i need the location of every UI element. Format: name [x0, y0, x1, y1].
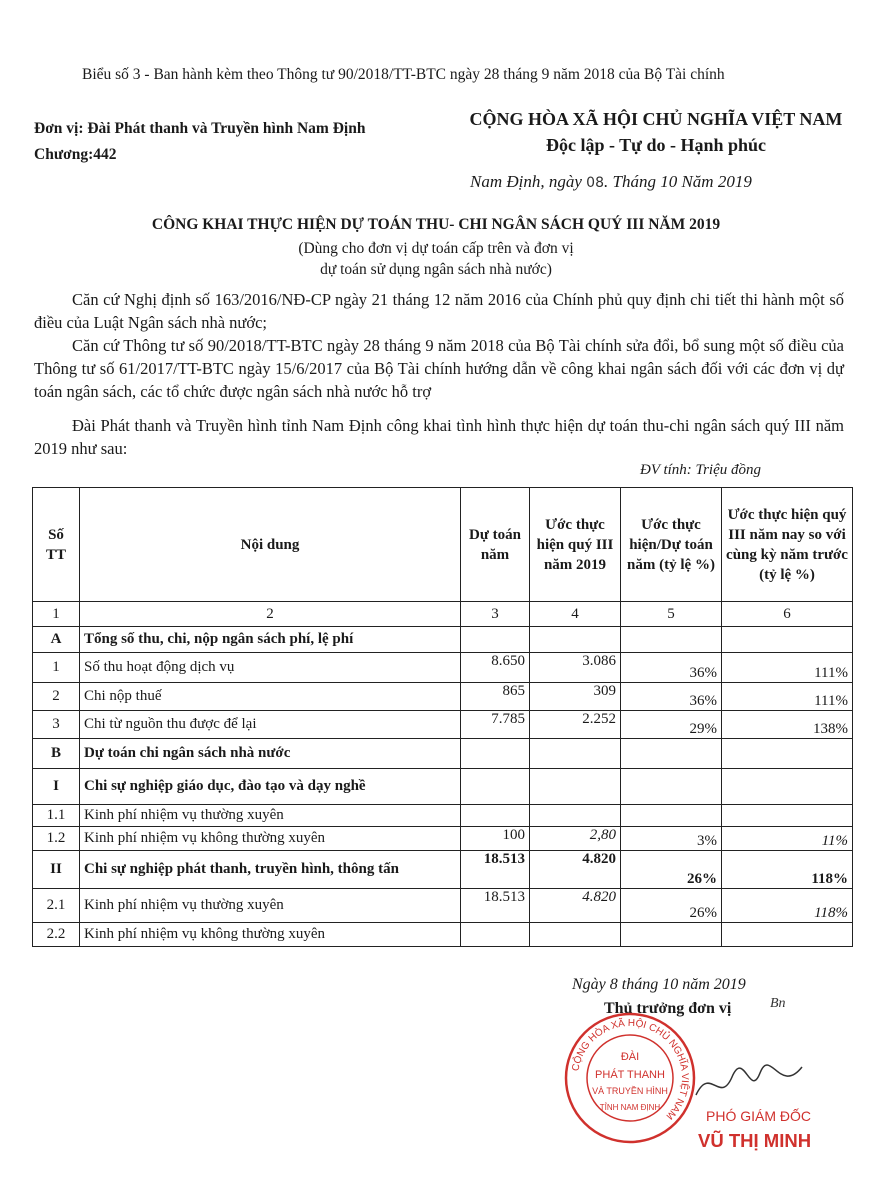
column-number: 3 [461, 602, 530, 627]
row-ratio-prev-cell: 118% [722, 851, 853, 889]
column-number-row [33, 602, 853, 627]
table-row [33, 711, 853, 739]
row-ratio-prev-cell [722, 923, 853, 947]
signature-title: Thủ trưởng đơn vị [604, 1000, 732, 1017]
seal-mid-text: PHÁT THANH [595, 1069, 665, 1081]
table-row [33, 683, 853, 711]
chapter-line: Chương:442 [34, 146, 117, 163]
legal-basis-paragraph-1: Căn cứ Nghị định số 163/2016/NĐ-CP ngày 21 tháng 12 năm 2016 của Chính phủ quy định chi tiết thi hành một số điều của Luật Ngân sách nhà nước; [34, 290, 844, 332]
row-ratio-budget-cell [621, 627, 722, 653]
table-row [33, 769, 853, 805]
date-suffix: . Tháng 10 Năm 2019 [604, 172, 752, 191]
column-number: 6 [722, 602, 853, 627]
row-content-cell: Chi sự nghiệp phát thanh, truyền hình, thông tấn [80, 851, 461, 889]
row-budget-cell: 8.650 [461, 653, 530, 683]
unit-line: Đơn vị: Đài Phát thanh và Truyền hình Nam Định [34, 120, 366, 137]
row-ratio-prev-cell: 138% [722, 711, 853, 739]
row-ratio-budget-cell: 3% [621, 827, 722, 851]
row-number-cell: 2.1 [33, 889, 80, 923]
table-row [33, 889, 853, 923]
row-budget-cell: 865 [461, 683, 530, 711]
date-day-handwritten: 08 [586, 175, 604, 191]
document-title: CÔNG KHAI THỰC HIỆN DỰ TOÁN THU- CHI NGÂN SÁCH QUÝ III NĂM 2019 [151, 216, 721, 233]
row-ratio-budget-cell: 29% [621, 711, 722, 739]
row-content-cell: Dự toán chi ngân sách nhà nước [80, 739, 461, 769]
subtitle-line-1: (Dùng cho đơn vị dự toán cấp trên và đơn vị [298, 240, 574, 257]
row-number-cell: A [33, 627, 80, 653]
seal-outer-text: CỘNG HÒA XÃ HỘI CHỦ NGHĨA VIỆT NAM [570, 1017, 691, 1122]
row-ratio-budget-cell: 26% [621, 851, 722, 889]
row-ratio-budget-cell [621, 739, 722, 769]
table-row [33, 653, 853, 683]
column-number: 2 [80, 602, 461, 627]
row-estimate-cell [530, 739, 621, 769]
row-ratio-prev-cell: 111% [722, 653, 853, 683]
column-number: 4 [530, 602, 621, 627]
document-subtitle [0, 238, 872, 280]
row-content-cell: Chi sự nghiệp giáo dục, đào tạo và dạy nghề [80, 769, 461, 805]
header-stt: Số TT [33, 488, 80, 602]
signature-date: Ngày 8 tháng 10 năm 2019 [572, 976, 746, 993]
row-number-cell: 3 [33, 711, 80, 739]
row-budget-cell [461, 769, 530, 805]
row-ratio-prev-cell [722, 627, 853, 653]
table-row [33, 805, 853, 827]
national-heading [446, 106, 866, 158]
row-number-cell: B [33, 739, 80, 769]
header-content: Nội dung [80, 488, 461, 602]
table-row [33, 851, 853, 889]
row-ratio-prev-cell: 11% [722, 827, 853, 851]
row-budget-cell [461, 627, 530, 653]
row-ratio-prev-cell [722, 769, 853, 805]
row-content-cell: Chi từ nguồn thu được để lại [80, 711, 461, 739]
row-ratio-prev-cell: 118% [722, 889, 853, 923]
row-content-cell: Kinh phí nhiệm vụ không thường xuyên [80, 827, 461, 851]
header-estimate: Ước thực hiện quý III năm 2019 [530, 488, 621, 602]
row-ratio-prev-cell [722, 805, 853, 827]
table-row [33, 739, 853, 769]
unit-note: ĐV tính: Triệu đồng [640, 462, 761, 478]
handwritten-initials: Bn [770, 996, 786, 1011]
official-seal [562, 1010, 698, 1146]
row-ratio-budget-cell [621, 769, 722, 805]
signer-name: VŨ THỊ MINH [698, 1130, 812, 1151]
seal-top-text: ĐÀI [620, 1051, 640, 1063]
row-budget-cell [461, 805, 530, 827]
handwritten-signature [690, 1055, 810, 1115]
signer-position: PHÓ GIÁM ĐỐC [706, 1108, 812, 1124]
row-budget-cell: 18.513 [461, 851, 530, 889]
header-ratio-prev: Ước thực hiện quý III năm nay so với cùng kỳ năm trước (tỷ lệ %) [722, 488, 853, 602]
row-estimate-cell: 4.820 [530, 889, 621, 923]
row-content-cell: Số thu hoạt động dịch vụ [80, 653, 461, 683]
column-number: 1 [33, 602, 80, 627]
disclosure-paragraph: Đài Phát thanh và Truyền hình tỉnh Nam Định công khai tình hình thực hiện dự toán thu-chi ngân sách quý III năm 2019 như sau: [34, 416, 844, 458]
row-estimate-cell [530, 627, 621, 653]
row-budget-cell [461, 739, 530, 769]
header-budget: Dự toán năm [461, 488, 530, 602]
row-ratio-budget-cell [621, 805, 722, 827]
row-number-cell: 2 [33, 683, 80, 711]
row-content-cell: Chi nộp thuế [80, 683, 461, 711]
row-ratio-budget-cell: 26% [621, 889, 722, 923]
row-estimate-cell: 3.086 [530, 653, 621, 683]
row-ratio-prev-cell [722, 739, 853, 769]
row-estimate-cell: 2,80 [530, 827, 621, 851]
row-content-cell: Kinh phí nhiệm vụ thường xuyên [80, 805, 461, 827]
row-ratio-budget-cell: 36% [621, 653, 722, 683]
column-number: 5 [621, 602, 722, 627]
organization-block [34, 116, 365, 168]
row-content-cell: Kinh phí nhiệm vụ không thường xuyên [80, 923, 461, 947]
row-estimate-cell: 2.252 [530, 711, 621, 739]
row-budget-cell [461, 923, 530, 947]
table-row [33, 827, 853, 851]
document-date [470, 172, 752, 192]
budget-table [32, 487, 853, 947]
row-estimate-cell [530, 923, 621, 947]
row-ratio-budget-cell [621, 923, 722, 947]
row-estimate-cell [530, 805, 621, 827]
row-number-cell: II [33, 851, 80, 889]
row-content-cell: Tổng số thu, chi, nộp ngân sách phí, lệ phí [80, 627, 461, 653]
form-reference-note: Biểu số 3 - Ban hành kèm theo Thông tư 90/2018/TT-BTC ngày 28 tháng 9 năm 2018 của Bộ Tài chính [82, 66, 725, 83]
seal-bottom-text: TỈNH NAM ĐỊNH [599, 1103, 661, 1112]
row-number-cell: 1.1 [33, 805, 80, 827]
motto-line: Độc lập - Tự do - Hạnh phúc [545, 135, 767, 155]
header-ratio-budget: Ước thực hiện/Dự toán năm (tỷ lệ %) [621, 488, 722, 602]
row-ratio-budget-cell: 36% [621, 683, 722, 711]
date-prefix: Nam Định, ngày [470, 172, 587, 191]
seal-low-text: VÀ TRUYỀN HÌNH [592, 1086, 668, 1096]
legal-basis-paragraph-2: Căn cứ Thông tư số 90/2018/TT-BTC ngày 28 tháng 9 năm 2018 của Bộ Tài chính sửa đổi, bổ sung một số điều của Thông tư số 61/2017/TT-BTC ngày 15/6/2017 của Bộ Tài chính hướng dẫn về công khai ngân sách đối với các đơn vị dự toán ngân sách, các tổ chức được ngân sách nhà nước hỗ trợ [34, 336, 844, 401]
row-number-cell: 1.2 [33, 827, 80, 851]
row-estimate-cell [530, 769, 621, 805]
subtitle-line-2: dự toán sử dụng ngân sách nhà nước) [320, 261, 552, 278]
row-number-cell: I [33, 769, 80, 805]
row-budget-cell: 100 [461, 827, 530, 851]
row-estimate-cell: 4.820 [530, 851, 621, 889]
row-budget-cell: 7.785 [461, 711, 530, 739]
row-number-cell: 2.2 [33, 923, 80, 947]
row-content-cell: Kinh phí nhiệm vụ thường xuyên [80, 889, 461, 923]
table-row [33, 923, 853, 947]
table-body [33, 602, 853, 947]
nation-line: CỘNG HÒA XÃ HỘI CHỦ NGHĨA VIỆT NAM [469, 109, 843, 129]
table-row [33, 627, 853, 653]
row-ratio-prev-cell: 111% [722, 683, 853, 711]
row-budget-cell: 18.513 [461, 889, 530, 923]
row-estimate-cell: 309 [530, 683, 621, 711]
row-number-cell: 1 [33, 653, 80, 683]
